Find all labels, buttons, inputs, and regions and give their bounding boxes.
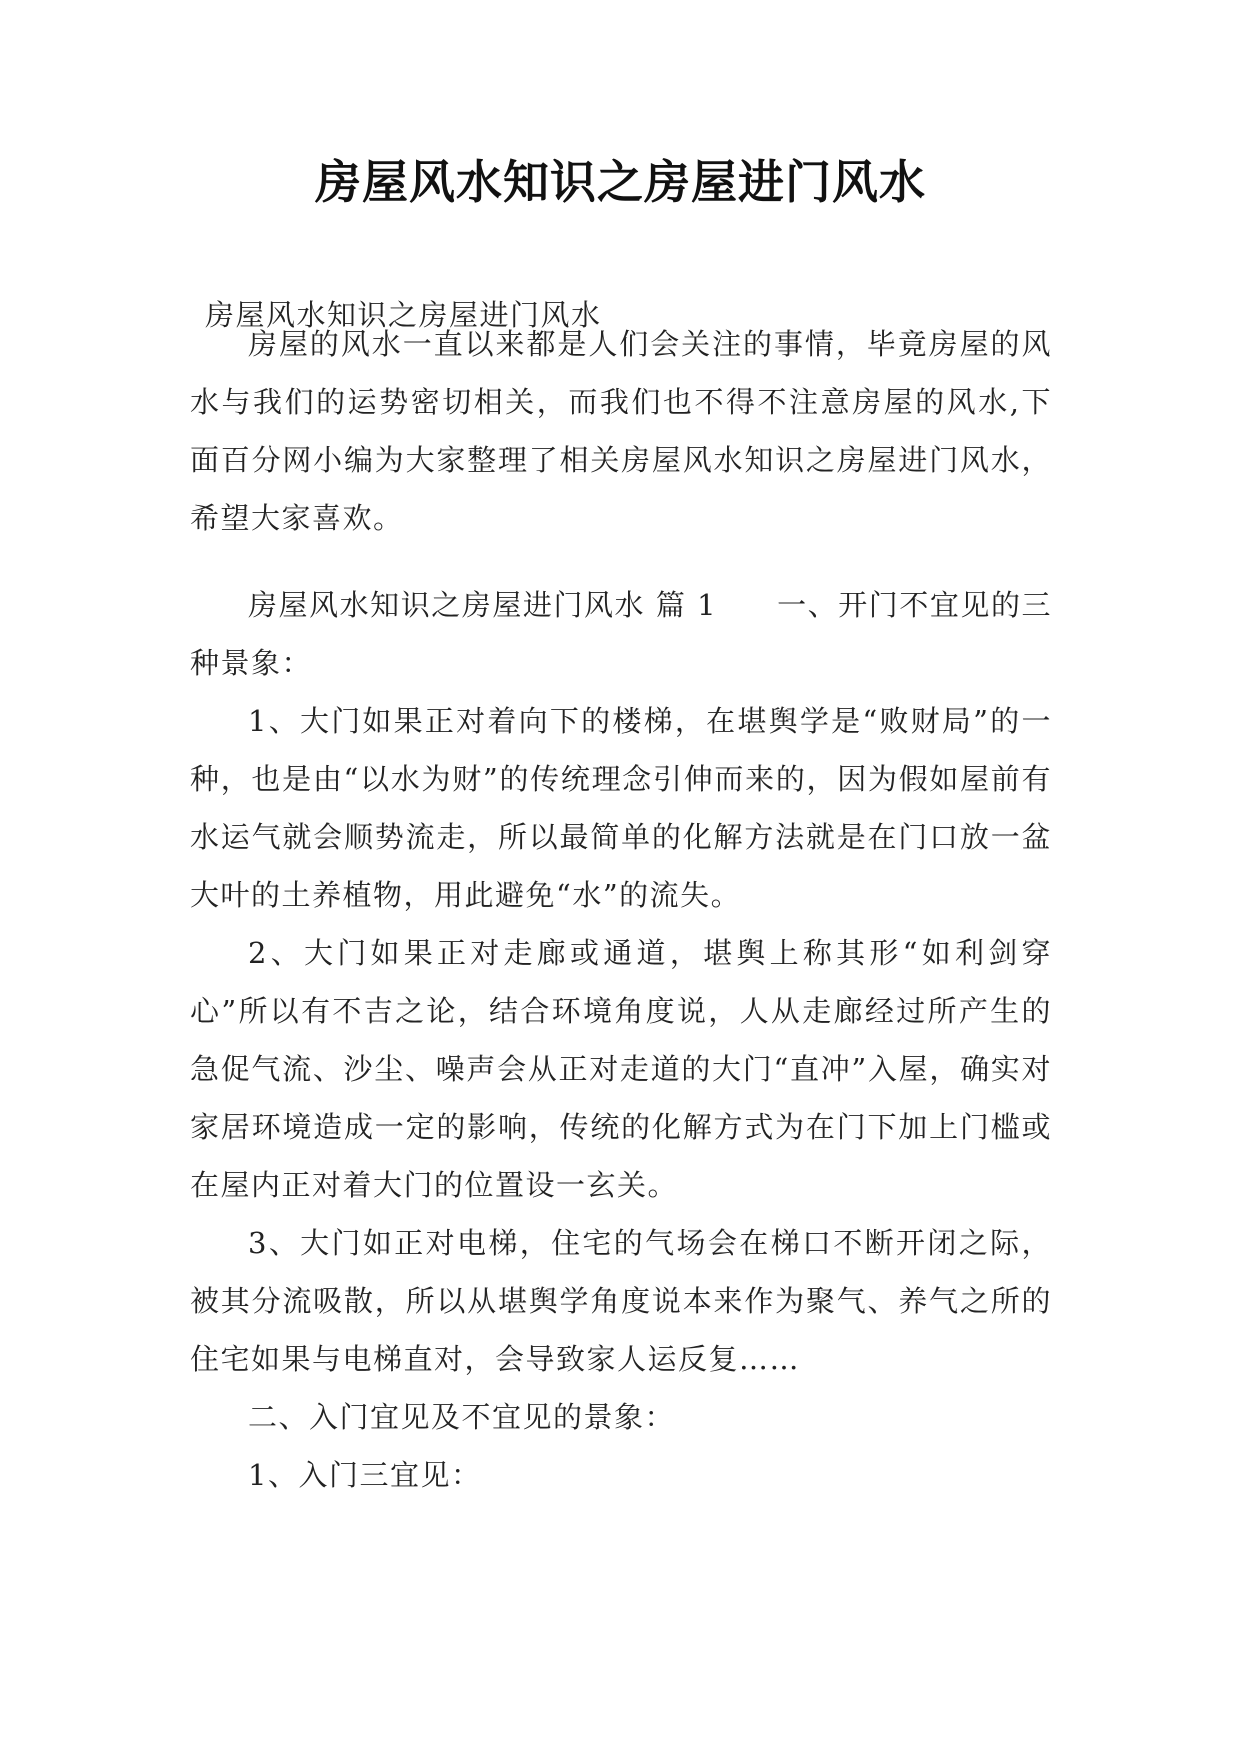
document-body <box>190 315 1052 547</box>
section-heading: 二、入门宜见及不宜见的景象： <box>248 1400 676 1434</box>
subsection-heading: 1、入门三宜见： <box>248 1458 482 1492</box>
intro-paragraph: 房屋的风水一直以来都是人们会关注的事情，毕竟房屋的风水与我们的运势密切相关，而我们也不得不注意房屋的风水,下面百分网小编为大家整理了相关房屋风水知识之房屋进门风水，希望大家喜欢。 <box>190 327 1052 535</box>
body-paragraph: 2、大门如果正对走廊或通道，堪舆上称其形“如利剑穿心”所以有不吉之论，结合环境角度说，人从走廊经过所产生的急促气流、沙尘、噪声会从正对走道的大门“直冲”入屋，确实对家居环境造成一定的影响，传统的化解方式为在门下加上门槛或在屋内正对着大门的位置设一玄关。 <box>190 936 1052 1202</box>
section-first-heading: 一、开门不宜见的三种景象： <box>190 588 1052 680</box>
body-paragraph: 1、大门如果正对着向下的楼梯，在堪舆学是“败财局”的一种，也是由“以水为财”的传统理念引伸而来的，因为假如屋前有水运气就会顺势流走，所以最简单的化解方法就是在门口放一盆大叶的土养植物，用此避免“水”的流失。 <box>190 704 1052 912</box>
section-label: 房屋风水知识之房屋进门风水 篇 1 <box>248 588 718 622</box>
section-heading-paragraph <box>190 576 1052 692</box>
body-paragraph: 3、大门如正对电梯，住宅的气场会在梯口不断开闭之际，被其分流吸散，所以从堪舆学角度说本来作为聚气、养气之所的住宅如果与电梯直对，会导致家人运反复…… <box>190 1226 1052 1376</box>
document-subtitle: 房屋风水知识之房屋进门风水 <box>205 298 602 332</box>
document-title: 房屋风水知识之房屋进门风水 <box>315 155 926 209</box>
section-body <box>190 576 1052 1504</box>
